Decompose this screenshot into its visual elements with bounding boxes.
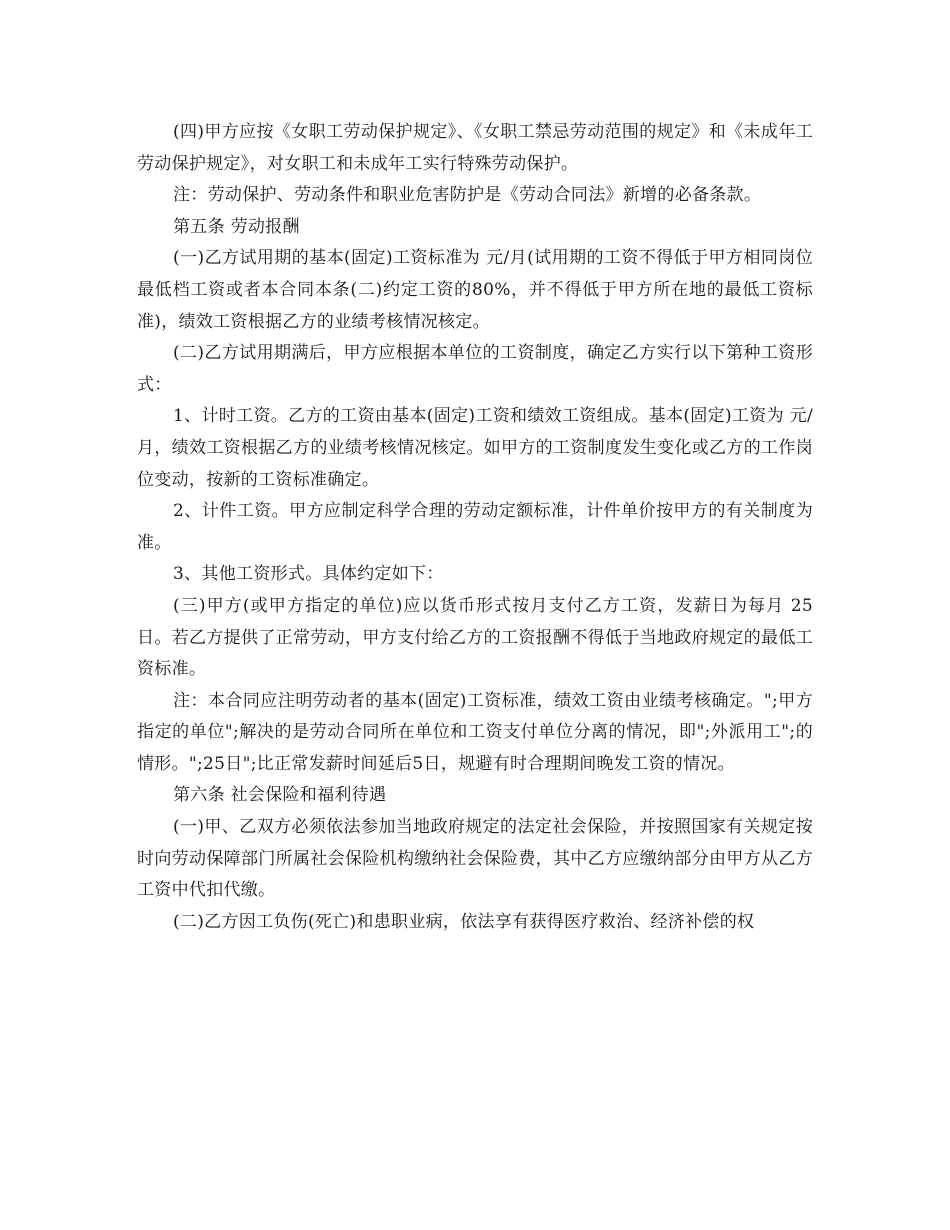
- paragraph-female-worker-protection: (四)甲方应按《女职工劳动保护规定》、《女职工禁忌劳动范围的规定》和《未成年工劳动保护规定》，对女职工和未成年工实行特殊劳动保护。: [137, 122, 813, 174]
- paragraph-other-wage: 3、其他工资形式。具体约定如下：: [173, 564, 444, 585]
- paragraph-piece-wage: 2、计件工资。甲方应制定科学合理的劳动定额标准，计件单价按甲方的有关制度为准。: [137, 501, 813, 553]
- note-labor-protection: 注：劳动保护、劳动条件和职业危害防护是《劳动合同法》新增的必备条款。: [173, 185, 762, 206]
- paragraph-work-injury: (二)乙方因工负伤(死亡)和患职业病，依法享有获得医疗救治、经济补偿的权: [173, 911, 755, 932]
- article-6-heading: 第六条 社会保险和福利待遇: [173, 785, 387, 806]
- paragraph-payment-date: (三)甲方(或甲方指定的单位)应以货币形式按月支付乙方工资，发薪日为每月 25 日。若乙方提供了正常劳动，甲方支付给乙方的工资报酬不得低于当地政府规定的最低工资标准。: [137, 595, 813, 680]
- paragraph-probation-wage: (一)乙方试用期的基本(固定)工资标准为 元/月(试用期的工资不得低于甲方相同岗位最低档工资或者本合同本条(二)约定工资的80%，并不得低于甲方所在地的最低工资标准)，绩效工资根据乙方的业绩考核情况核定。: [137, 248, 813, 332]
- paragraph-wage-form: (二)乙方试用期满后，甲方应根据本单位的工资制度，确定乙方实行以下第种工资形式：: [137, 343, 813, 395]
- document-body: [137, 117, 813, 938]
- paragraph-time-wage: 1、计时工资。乙方的工资由基本(固定)工资和绩效工资组成。基本(固定)工资为 元/月，绩效工资根据乙方的业绩考核情况核定。如甲方的工资制度发生变化或乙方的工作岗位变动，按新的工资标准确定。: [137, 406, 813, 490]
- paragraph-social-insurance: (一)甲、乙双方必须依法参加当地政府规定的法定社会保险，并按照国家有关规定按时向劳动保障部门所属社会保险机构缴纳社会保险费，其中乙方应缴纳部分由甲方从乙方工资中代扣代缴。: [137, 817, 813, 901]
- article-5-heading: 第五条 劳动报酬: [173, 216, 300, 237]
- note-wage-standard: 注：本合同应注明劳动者的基本(固定)工资标准，绩效工资由业绩考核确定。";甲方指定的单位";解决的是劳动合同所在单位和工资支付单位分离的情况，即";外派用工";的情形。";25日";比正常发薪时间延后5日，规避有时合理期间晚发工资的情况。: [137, 690, 813, 774]
